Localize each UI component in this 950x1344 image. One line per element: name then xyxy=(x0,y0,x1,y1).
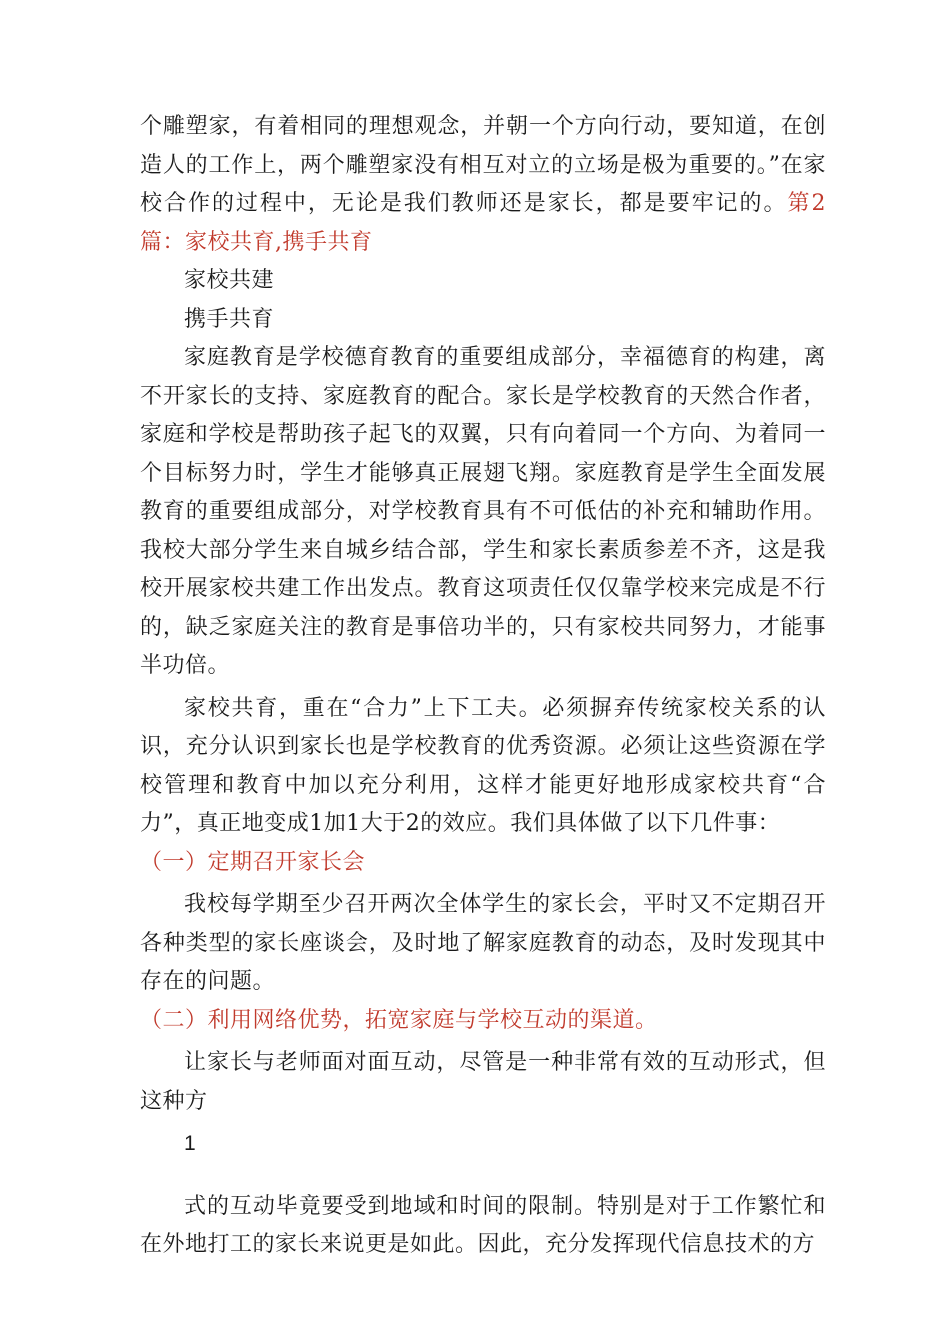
heading-network-advantage: （二）利用网络优势，拓宽家庭与学校互动的渠道。 xyxy=(140,1007,658,1033)
document-page xyxy=(140,108,826,1265)
section-title: 第2篇：家校共育,携手共育 xyxy=(140,191,826,255)
page-number: 1 xyxy=(184,1132,197,1155)
paragraph-face-to-face: 让家长与老师面对面互动，尽管是一种非常有效的互动形式，但这种方 xyxy=(140,1050,826,1114)
heading-parent-meetings: （一）定期召开家长会 xyxy=(140,849,366,875)
paragraph-time-limits: 式的互动毕竟要受到地域和时间的限制。特别是对于工作繁忙和在外地打工的家长来说更是如此。因此，充分发挥现代信息技术的方 xyxy=(140,1193,826,1257)
paragraph-joint-force: 家校共育，重在“合力”上下工夫。必须摒弃传统家校关系的认识，充分认识到家长也是学校教育的优秀资源。必须让这些资源在学校管理和教育中加以充分利用，这样才能更好地形成家校共育“合力”，真正地变成1加1大于2的效应。我们具体做了以下几件事： xyxy=(140,695,826,836)
paragraph-parent-meetings: 我校每学期至少召开两次全体学生的家长会，平时又不定期召开各种类型的家长座谈会，及时地了解家庭教育的动态，及时发现其中存在的问题。 xyxy=(140,892,826,994)
subtitle-home-school-build: 家校共建 xyxy=(184,268,275,293)
paragraph-family-education: 家庭教育是学校德育教育的重要组成部分，幸福德育的构建，离不开家长的支持、家庭教育的配合。家长是学校教育的天然合作者，家庭和学校是帮助孩子起飞的双翼，只有向着同一个方向、为着同一个目标努力时，学生才能够真正展翅飞翔。家庭教育是学生全面发展教育的重要组成部分，对学校教育具有不可低估的补充和辅助作用。我校大部分学生来自城乡结合部，学生和家长素质参差不齐，这是我校开展家校共建工作出发点。教育这项责任仅仅靠学校来完成是不行的，缺乏家庭关注的教育是事倍功半的，只有家校共同努力，才能事半功倍。 xyxy=(140,345,826,678)
paragraph-continuation xyxy=(140,108,826,262)
paragraph-text: 个雕塑家，有着相同的理想观念，并朝一个方向行动，要知道，在创造人的工作上，两个雕塑家没有相互对立的立场是极为重要的。”在家校合作的过程中，无论是我们教师还是家长，都是要牢记的。 xyxy=(140,114,826,216)
subtitle-joint-education: 携手共育 xyxy=(184,306,275,332)
